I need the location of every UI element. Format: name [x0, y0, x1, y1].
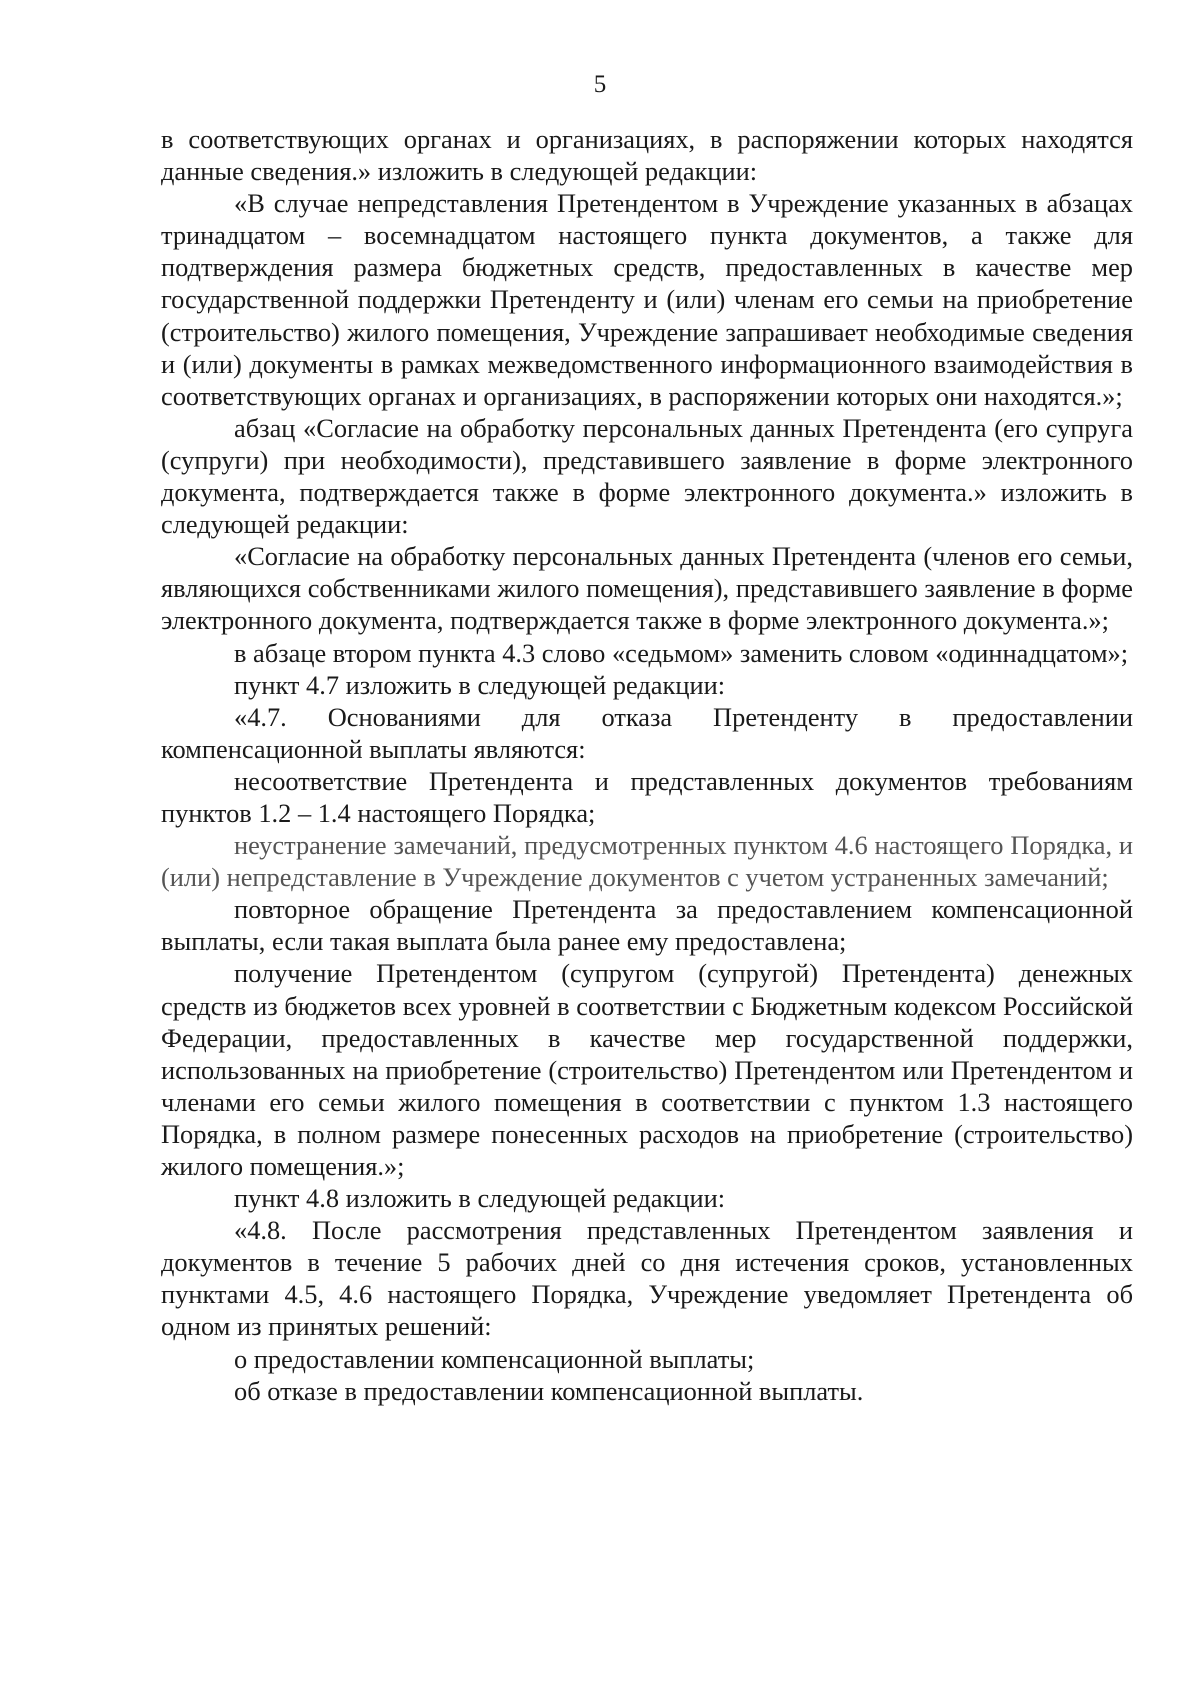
- paragraph: «Согласие на обработку персональных данных Претендента (членов его семьи, являющихся собственниками жилого помещения), представившего заявление в форме электронного документа, подтверждается также в форме электронного документа.»;: [161, 541, 1133, 636]
- paragraph: пункт 4.8 изложить в следующей редакции:: [234, 1183, 726, 1214]
- paragraph: об отказе в предоставлении компенсационной выплаты.: [234, 1375, 864, 1406]
- paragraph: несоответствие Претендента и представленных документов требованиям пунктов 1.2 – 1.4 настоящего Порядка;: [161, 765, 1133, 828]
- document-body: [161, 123, 1133, 1407]
- paragraph: получение Претендентом (супругом (супругой) Претендента) денежных средств из бюджетов всех уровней в соответствии с Бюджетным кодексом Российской Федерации, предоставленных в качестве мер государственной поддержки, использованных на приобретение (строительство) Претендентом или Претендентом и членами его семьи жилого помещения в соответствии с пунктом 1.3 настоящего Порядка, в полном размере понесенных расходов на приобретение (строительство) жилого помещения.»;: [161, 958, 1133, 1181]
- paragraph: в абзаце втором пункта 4.3 слово «седьмом» заменить словом «одиннадцатом»;: [234, 637, 1129, 668]
- paragraph: в соответствующих органах и организациях, в распоряжении которых находятся данные сведения.» изложить в следующей редакции:: [161, 124, 1133, 187]
- paragraph: «4.8. После рассмотрения представленных Претендентом заявления и документов в течение 5 рабочих дней со дня истечения сроков, установленных пунктами 4.5, 4.6 настоящего Порядка, Учреждение уведомляет Претендента об одном из принятых решений:: [161, 1215, 1133, 1342]
- paragraph: «В случае непредставления Претендентом в Учреждение указанных в абзацах тринадцатом – восемнадцатом настоящего пункта документов, а также для подтверждения размера бюджетных средств, предоставленных в качестве мер государственной поддержки Претенденту и (или) членам его семьи на приобретение (строительство) жилого помещения, Учреждение запрашивает необходимые сведения и (или) документы в рамках межведомственного информационного взаимодействия в соответствующих органах и организациях, в распоряжении которых они находятся.»;: [161, 188, 1133, 411]
- page-number: 5: [593, 71, 607, 98]
- paragraph: неустранение замечаний, предусмотренных пунктом 4.6 настоящего Порядка, и (или) непредставление в Учреждение документов с учетом устраненных замечаний;: [161, 830, 1133, 893]
- paragraph: повторное обращение Претендента за предоставлением компенсационной выплаты, если такая выплата была ранее ему предоставлена;: [161, 894, 1133, 957]
- paragraph: абзац «Согласие на обработку персональных данных Претендента (его супруга (супруги) при необходимости), представившего заявление в форме электронного документа, подтверждается также в форме электронного документа.» изложить в следующей редакции:: [161, 412, 1133, 540]
- paragraph: пункт 4.7 изложить в следующей редакции:: [234, 669, 726, 700]
- paragraph: о предоставлении компенсационной выплаты;: [234, 1343, 755, 1374]
- paragraph: «4.7. Основаниями для отказа Претенденту в предоставлении компенсационной выплаты являются:: [161, 701, 1133, 764]
